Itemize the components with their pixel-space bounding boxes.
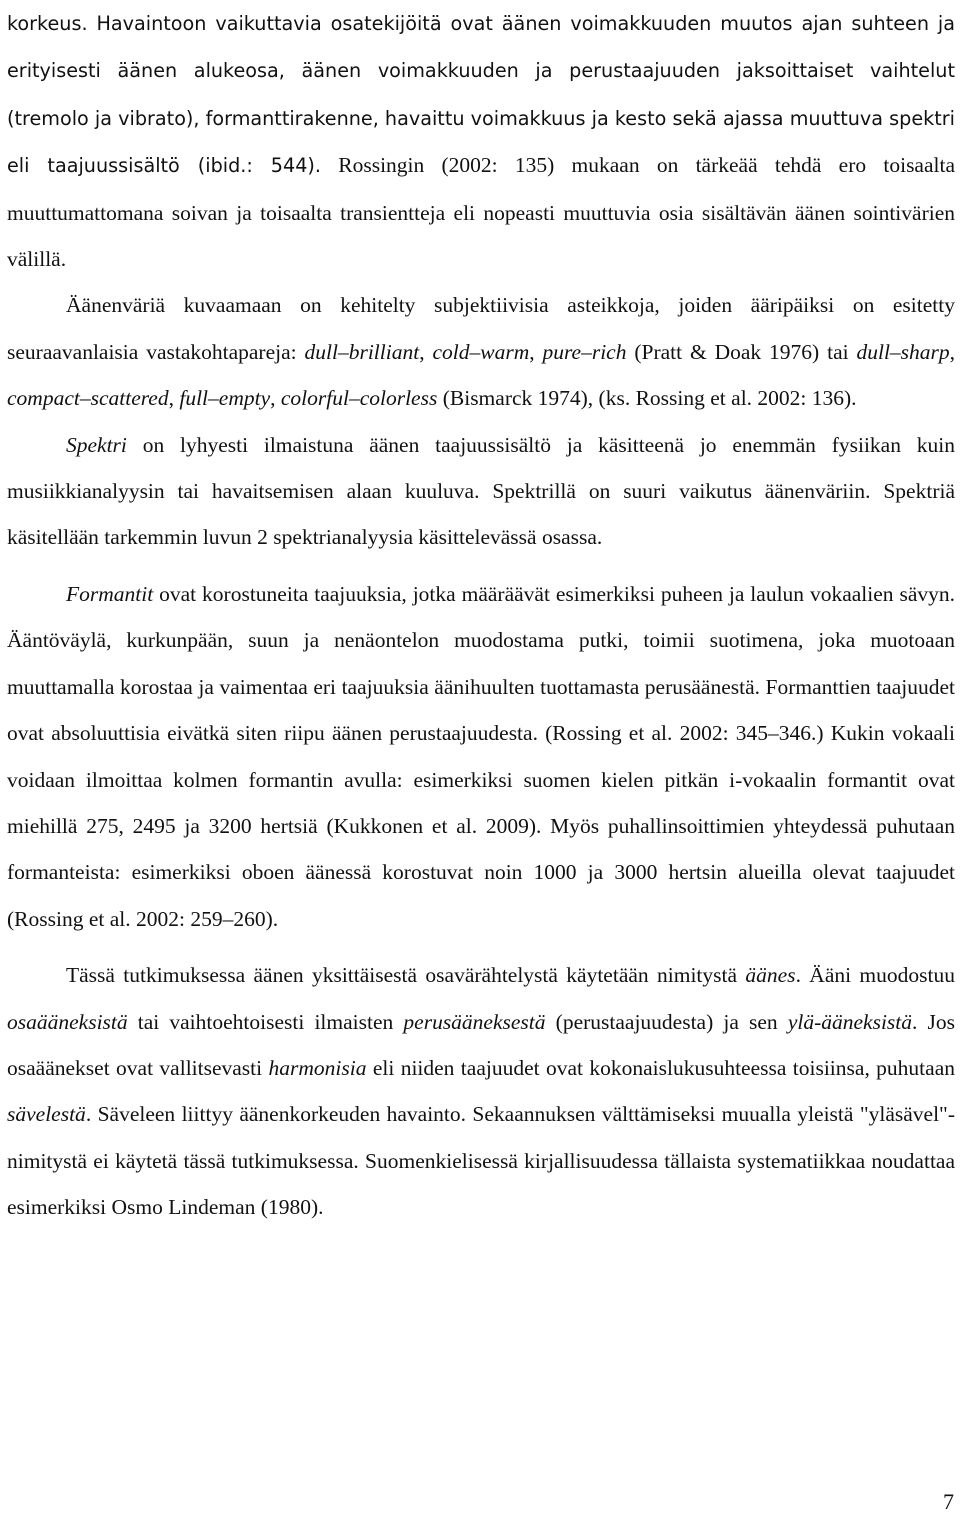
text-run: on lyhyesti ilmaistuna äänen taajuussisältö ja käsitteenä jo enemmän fysiikan kuin musiikkianalyysin tai havaitsemisen alaan kuuluva. Spektrillä on suuri vaikutus äänenväriin. Spektriä käsitellään tarkemmin luvun 2 spektrianalyysia käsittelevässä osassa.: [7, 432, 955, 550]
italic-term: Formantit: [66, 581, 154, 606]
italic-term: sävelestä: [7, 1102, 86, 1127]
italic-term: äänes: [745, 963, 796, 988]
text-run: . Säveleen liittyy äänenkorkeuden havainto. Sekaannuksen välttämiseksi muualla yleistä "yläsävel"-nimitystä ei käytetä tässä tutkimuksessa. Suomenkielisessä kirjallisuudessa tällaista systematiikkaa noudattaa esimerkiksi Osmo Lindeman (1980).: [7, 1102, 955, 1220]
paragraph-formants: [7, 571, 955, 942]
paragraph-timbre-factors-part-a: korkeus. Havaintoon vaikuttavia osatekijöitä ovat äänen voimakkuuden muutos ajan suhteen ja erityisesti äänen alukeosa, äänen voimakkuuden ja perustaajuuden jaksoittaiset vaihtelut (tremolo ja vibrato), formanttirakenne, havaittu voimakkuus ja kesto sekä ajassa muuttuva spektri eli taajuussisältö (ibid.: 544).: [7, 12, 955, 178]
text-run: ,: [529, 339, 543, 364]
text-run: ,: [419, 339, 433, 364]
paragraph-gap: [7, 942, 955, 952]
text-run: (perustaajuudesta) ja sen: [545, 1009, 788, 1034]
text-run: ,: [168, 386, 180, 411]
italic-term: dull–sharp: [856, 339, 950, 364]
text-run: tai vaihtoehtoisesti ilmaisten: [127, 1009, 404, 1034]
italic-term: harmonisia: [268, 1055, 367, 1080]
paragraph-gap: [7, 561, 955, 571]
italic-term: colorful–colorless: [280, 386, 438, 411]
text-run: Äänenväriä kuvaamaan on kehitelty subjektiivisia asteikkoja, joiden ääripäiksi on esitetty seuraavanlaisia vastakohtapareja:: [7, 293, 955, 364]
text-run: Tässä tutkimuksessa äänen yksittäisestä osavärähtelystä käytetään nimitystä: [66, 963, 746, 988]
text-run: ,: [949, 339, 956, 364]
text-run: . Ääni muodostuu: [795, 963, 955, 988]
paragraph-subjective-scales: [7, 282, 955, 421]
page-body: [7, 0, 955, 1231]
italic-term: dull–brilliant: [304, 339, 420, 364]
text-run: ovat korostuneita taajuuksia, jotka määräävät esimerkiksi puheen ja laulun vokaalien sävyn. Ääntöväylä, kurkunpään, suun ja nenäontelon muodostama putki, toimii suotimena, joka muotoaan muuttamalla korostaa ja vaimentaa eri taajuuksia äänihuulten tuottamasta perusäänestä. Formanttien taajuudet ovat absoluuttisia eivätkä siten riipu äänen perustaajuudesta. (Rossing et al. 2002: 345–346.) Kukin vokaali voidaan ilmoittaa kolmen formantin avulla: esimerkiksi suomen kielen pitkän i-vokaalin formantit ovat miehillä 275, 2495 ja 3200 hertsiä (Kukkonen et al. 2009). Myös puhallinsoittimien yhteydessä puhutaan formanteista: esimerkiksi oboen äänessä korostuvat noin 1000 ja 3000 hertsin alueilla olevat taajuudet (Rossing et al. 2002: 259–260).: [7, 581, 955, 931]
paragraph-timbre-factors: [7, 0, 955, 282]
italic-term: perusääneksestä: [403, 1009, 546, 1034]
paragraph-terminology: [7, 952, 955, 1230]
text-run: eli niiden taajuudet ovat kokonaislukusuhteessa toisiinsa, puhutaan: [366, 1055, 955, 1080]
page-number: 7: [943, 1489, 954, 1514]
italic-term: ylä-ääneksistä: [787, 1009, 913, 1034]
text-run: . Jos osaäänekset ovat vallitsevasti: [7, 1009, 955, 1080]
text-run: ,: [270, 386, 281, 411]
italic-term: Spektri: [66, 432, 127, 457]
italic-term: osaääneksistä: [7, 1009, 128, 1034]
italic-term: full–empty: [179, 386, 271, 411]
text-run: (Bismarck 1974), (ks. Rossing et al. 2002: 136).: [437, 386, 857, 411]
italic-term: compact–scattered: [7, 386, 169, 411]
italic-term: cold–warm: [432, 339, 530, 364]
text-run: (Pratt & Doak 1976) tai: [626, 339, 857, 364]
italic-term: pure–rich: [542, 339, 627, 364]
paragraph-timbre-factors-part-b: Rossingin (2002: 135) mukaan on tärkeää tehdä ero toisaalta muuttumattomana soivan ja toisaalta transientteja eli nopeasti muuttuvia osia sisältävän äänen sointivärien välillä.: [7, 153, 956, 272]
paragraph-spectrum: [7, 422, 955, 561]
